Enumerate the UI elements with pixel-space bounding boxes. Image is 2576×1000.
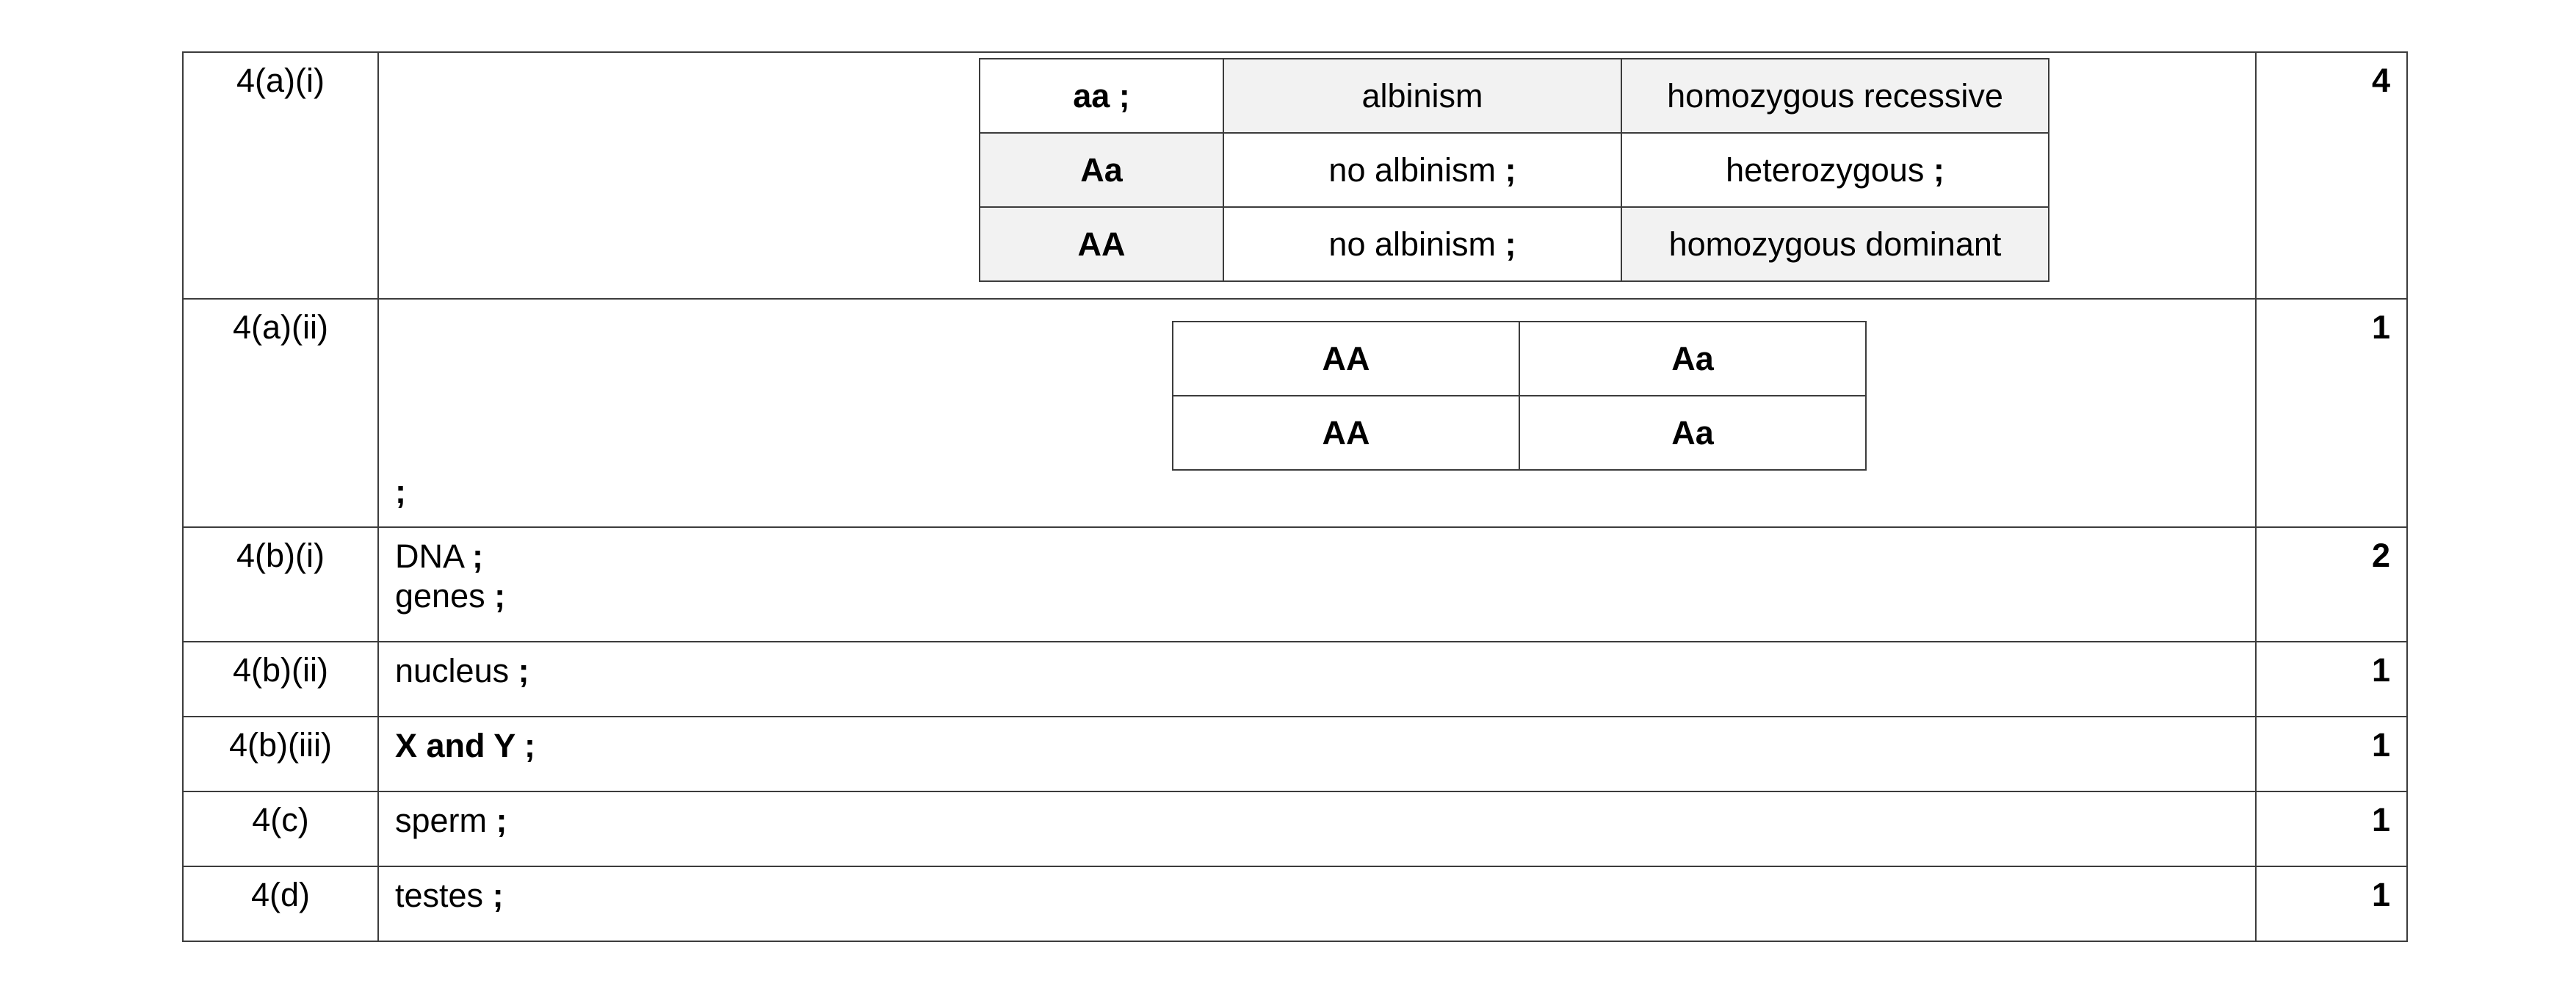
question-number: 4(c) [183,791,378,866]
mark-value: 2 [2256,527,2407,642]
phenotype-cell: no albinism ; [1223,207,1621,281]
mark-value: 1 [2256,299,2407,527]
table-row [183,527,2407,642]
question-number: 4(b)(iii) [183,717,378,791]
genotype-table [979,58,2049,282]
answer-cell [378,527,2256,642]
question-number: 4(b)(ii) [183,642,378,717]
table-row [183,52,2407,299]
answer-cell [378,717,2256,791]
genotype-cell: AA [980,207,1223,281]
answer-line: genes ; [395,577,506,615]
answer-line: DNA ; [395,537,484,575]
mark-scheme-table [182,51,2408,942]
genotype-row [980,133,2049,207]
mark-value: 1 [2256,717,2407,791]
table-row [183,717,2407,791]
answer-line: sperm ; [395,802,507,839]
genotype-row [980,207,2049,281]
answer-cell [378,52,2256,299]
question-number: 4(a)(ii) [183,299,378,527]
table-row [183,299,2407,527]
answer-cell [378,299,2256,527]
table-row [183,866,2407,941]
answer-cell [378,866,2256,941]
phenotype-cell: albinism [1223,59,1621,133]
question-number: 4(d) [183,866,378,941]
table-row [183,791,2407,866]
punnett-cell: Aa [1519,322,1866,396]
table-row [183,642,2407,717]
genotype-cell: aa ; [980,59,1223,133]
answer-line: testes ; [395,877,504,914]
mark-point: ; [395,473,406,510]
punnett-cell: AA [1173,322,1519,396]
mark-value: 1 [2256,866,2407,941]
answer-cell [378,791,2256,866]
phenotype-cell: no albinism ; [1223,133,1621,207]
punnett-row [1173,396,1866,470]
zygosity-cell: heterozygous ; [1621,133,2049,207]
question-number: 4(b)(i) [183,527,378,642]
punnett-square [1172,321,1867,471]
mark-value: 1 [2256,791,2407,866]
answer-cell [378,642,2256,717]
zygosity-cell: homozygous recessive [1621,59,2049,133]
punnett-cell: AA [1173,396,1519,470]
question-number: 4(a)(i) [183,52,378,299]
punnett-cell: Aa [1519,396,1866,470]
answer-line: X and Y ; [395,727,535,764]
answer-line: nucleus ; [395,652,529,689]
punnett-row [1173,322,1866,396]
genotype-row [980,59,2049,133]
zygosity-cell: homozygous dominant [1621,207,2049,281]
genotype-cell: Aa [980,133,1223,207]
mark-value: 4 [2256,52,2407,299]
mark-value: 1 [2256,642,2407,717]
